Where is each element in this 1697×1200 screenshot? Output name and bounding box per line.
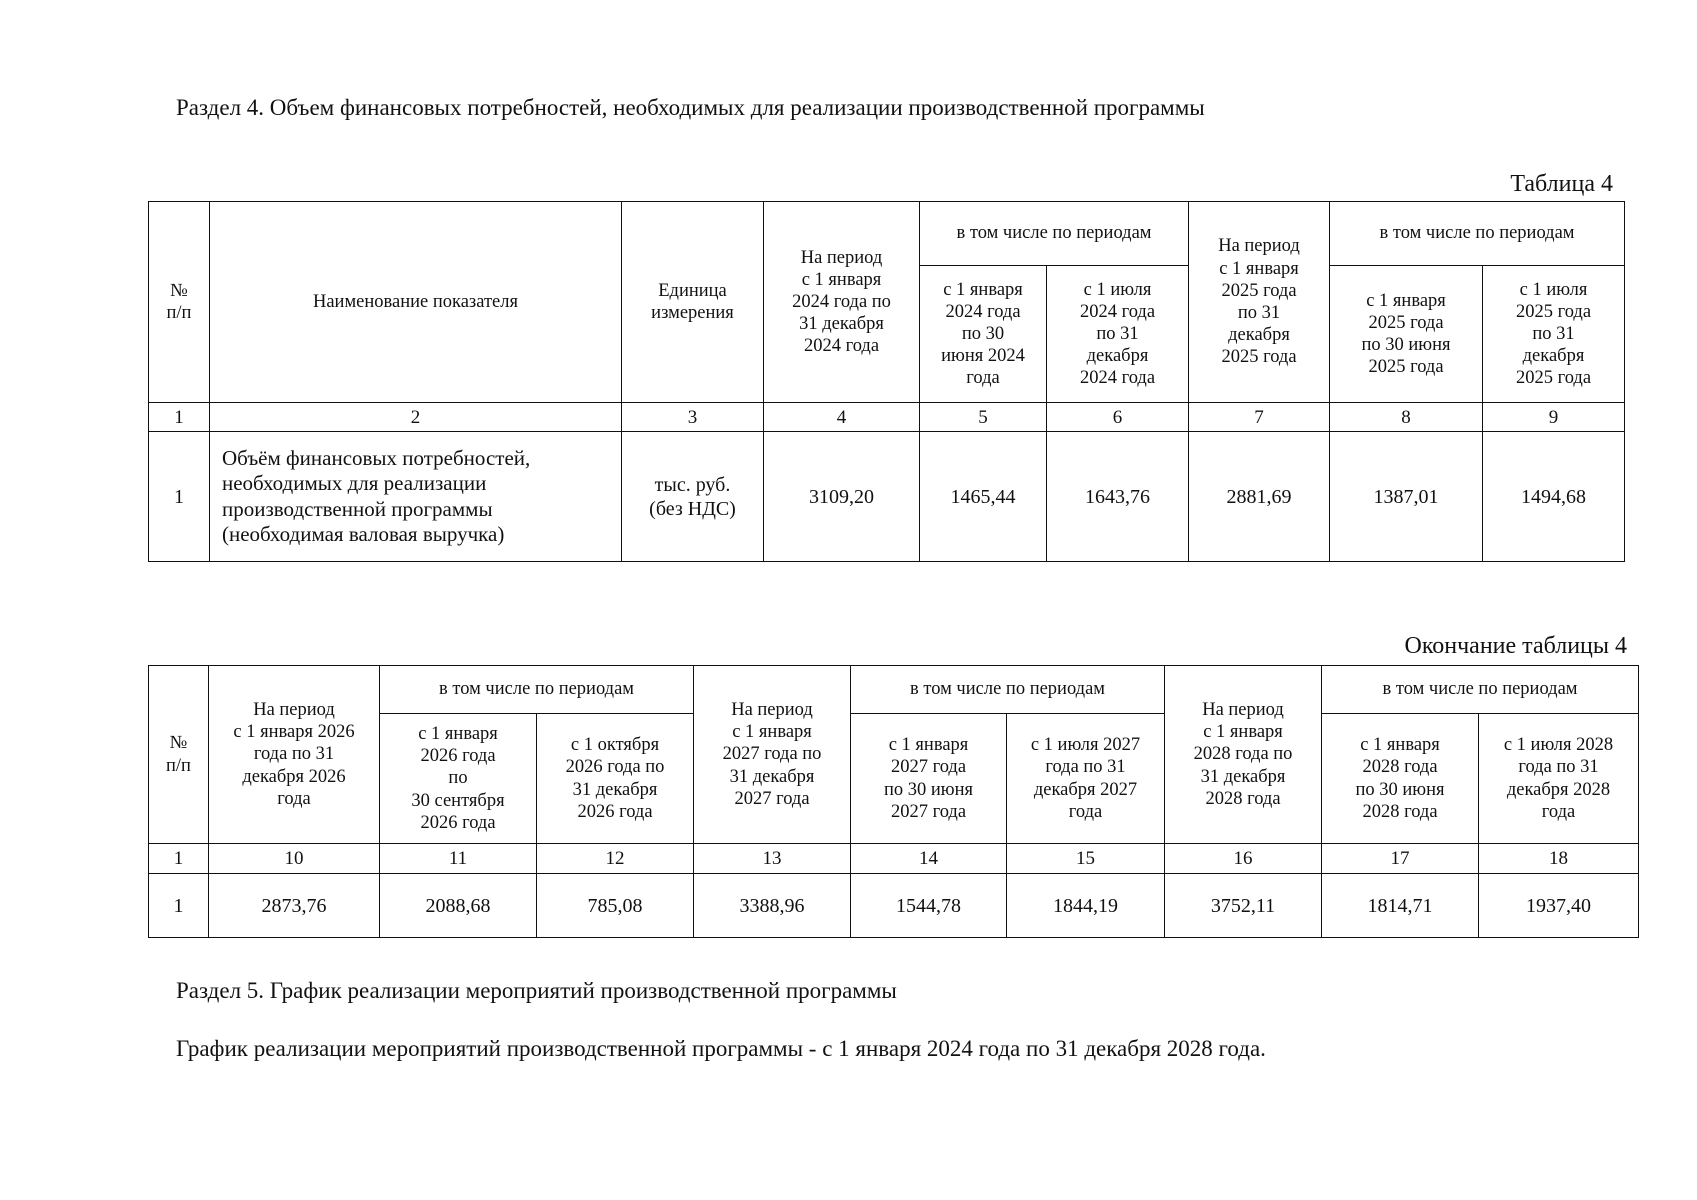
- col-number: 4: [764, 403, 920, 432]
- value-cell: 1544,78: [851, 874, 1007, 938]
- col-number: 9: [1483, 403, 1625, 432]
- value-cell: 3752,11: [1165, 874, 1322, 938]
- col-number: 7: [1189, 403, 1330, 432]
- col-number: 16: [1165, 844, 1322, 874]
- col-number: 18: [1479, 844, 1639, 874]
- col-header-unit: Единица измерения: [622, 202, 764, 403]
- col-header-2028-a: с 1 января 2028 года по 30 июня 2028 года: [1322, 714, 1479, 844]
- col-header-2024-h1: с 1 января 2024 года по 30 июня 2024 года: [920, 266, 1047, 403]
- table4-caption: Таблица 4: [1510, 171, 1613, 197]
- value-cell: 2881,69: [1189, 432, 1330, 562]
- col-number: 1: [149, 844, 209, 874]
- col-header-num: № п/п: [149, 202, 210, 403]
- table4-end: [148, 665, 1639, 938]
- col-header-period-2024: На период с 1 января 2024 года по 31 декабря 2024 года: [764, 202, 920, 403]
- col-header-num: № п/п: [149, 666, 209, 844]
- col-header-period-2027: На период с 1 января 2027 года по 31 декабря 2027 года: [694, 666, 851, 844]
- col-number: 14: [851, 844, 1007, 874]
- table4: [148, 201, 1625, 562]
- col-header-incl-periods-2026: в том числе по периодам: [380, 666, 694, 714]
- col-header-incl-periods-2027: в том числе по периодам: [851, 666, 1165, 714]
- section5-text: График реализации мероприятий производственной программы - с 1 января 2024 года по 31 декабря 2028 года.: [176, 1036, 1266, 1061]
- col-number: 10: [209, 844, 380, 874]
- col-header-name: Наименование показателя: [210, 202, 622, 403]
- value-cell: 3388,96: [694, 874, 851, 938]
- col-number: 15: [1007, 844, 1165, 874]
- col-number: 3: [622, 403, 764, 432]
- value-cell: 785,08: [537, 874, 694, 938]
- col-number: 13: [694, 844, 851, 874]
- value-cell: 1937,40: [1479, 874, 1639, 938]
- value-cell: 3109,20: [764, 432, 920, 562]
- section4-title: Раздел 4. Объем финансовых потребностей, необходимых для реализации производственной программы: [176, 95, 1205, 120]
- col-number: 11: [380, 844, 537, 874]
- col-header-2027-b: с 1 июля 2027 года по 31 декабря 2027 года: [1007, 714, 1165, 844]
- value-cell: 1494,68: [1483, 432, 1625, 562]
- col-header-incl-periods-2024: в том числе по периодам: [920, 202, 1189, 266]
- col-header-2024-h2: с 1 июля 2024 года по 31 декабря 2024 года: [1047, 266, 1189, 403]
- value-cell: 1387,01: [1330, 432, 1483, 562]
- col-number: 1: [149, 403, 210, 432]
- table-row: [149, 874, 1639, 938]
- col-header-2025-h1: с 1 января 2025 года по 30 июня 2025 года: [1330, 266, 1483, 403]
- row-unit: тыс. руб. (без НДС): [622, 432, 764, 562]
- value-cell: 1643,76: [1047, 432, 1189, 562]
- section5-title: Раздел 5. График реализации мероприятий производственной программы: [176, 978, 897, 1003]
- col-header-2028-b: с 1 июля 2028 года по 31 декабря 2028 года: [1479, 714, 1639, 844]
- col-header-2025-h2: с 1 июля 2025 года по 31 декабря 2025 года: [1483, 266, 1625, 403]
- col-header-2026-a: с 1 января 2026 года по 30 сентября 2026 года: [380, 714, 537, 844]
- col-number: 8: [1330, 403, 1483, 432]
- col-number: 2: [210, 403, 622, 432]
- row-num: 1: [149, 874, 209, 938]
- col-header-period-2028: На период с 1 января 2028 года по 31 декабря 2028 года: [1165, 666, 1322, 844]
- col-header-period-2025: На период с 1 января 2025 года по 31 декабря 2025 года: [1189, 202, 1330, 403]
- row-name: Объём финансовых потребностей, необходимых для реализации производственной программы (необходимая валовая выручка): [210, 432, 622, 562]
- value-cell: 1465,44: [920, 432, 1047, 562]
- value-cell: 2088,68: [380, 874, 537, 938]
- col-header-period-2026: На период с 1 января 2026 года по 31 декабря 2026 года: [209, 666, 380, 844]
- table4-end-caption: Окончание таблицы 4: [1404, 633, 1627, 659]
- col-header-2026-b: с 1 октября 2026 года по 31 декабря 2026 года: [537, 714, 694, 844]
- table-row: [149, 432, 1625, 562]
- value-cell: 1844,19: [1007, 874, 1165, 938]
- col-header-incl-periods-2028: в том числе по периодам: [1322, 666, 1639, 714]
- col-header-2027-a: с 1 января 2027 года по 30 июня 2027 года: [851, 714, 1007, 844]
- col-header-incl-periods-2025: в том числе по периодам: [1330, 202, 1625, 266]
- value-cell: 2873,76: [209, 874, 380, 938]
- col-number: 17: [1322, 844, 1479, 874]
- col-number: 6: [1047, 403, 1189, 432]
- col-number: 12: [537, 844, 694, 874]
- value-cell: 1814,71: [1322, 874, 1479, 938]
- row-num: 1: [149, 432, 210, 562]
- col-number: 5: [920, 403, 1047, 432]
